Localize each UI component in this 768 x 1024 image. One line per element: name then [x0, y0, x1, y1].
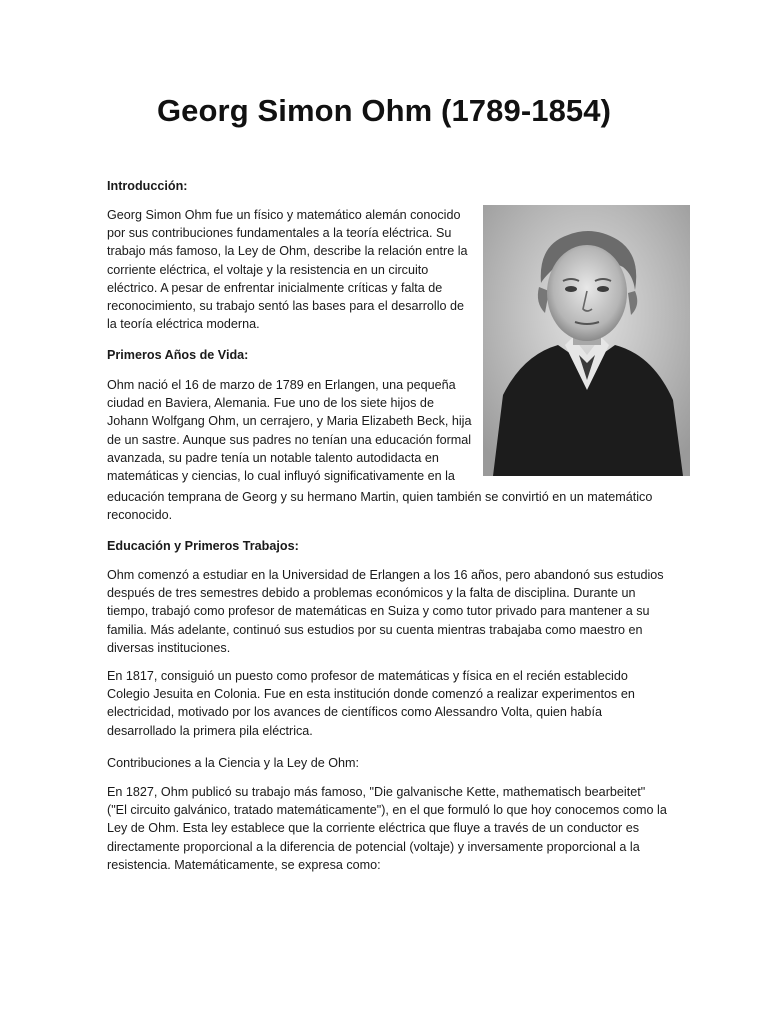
early-paragraph-a: Ohm nació el 16 de marzo de 1789 en Erlangen, una pequeña ciudad en Baviera, Alemania. Fue uno de los siete hijos de Johann Wolfgang Ohm, un cerrajero, y Maria Elizabeth Beck, hija de un sastre. Aunque sus padres no tenían una educación formal avanzada, su padre tenía un notable talento autodidacta en matemáticas y ciencias, lo cual influyó significativamente en la — [107, 378, 472, 484]
intro-paragraph-block — [107, 206, 472, 333]
contrib-paragraph-block — [107, 783, 667, 874]
early-paragraph-a-block — [107, 376, 472, 485]
portrait-image — [483, 205, 690, 476]
section-heading-education: Educación y Primeros Trabajos: — [107, 539, 299, 553]
section-heading-contrib: Contribuciones a la Ciencia y la Ley de Ohm: — [107, 756, 360, 770]
portrait-photo-icon — [483, 205, 690, 476]
early-heading-block — [107, 346, 667, 364]
early-paragraph-b-block — [107, 488, 667, 524]
intro-paragraph: Georg Simon Ohm fue un físico y matemático alemán conocido por sus contribuciones fundamentales a la teoría eléctrica. Su trabajo más famoso, la Ley de Ohm, describe la relación entre la corriente eléctrica, el voltaje y la resistencia en un circuito eléctrico. A pesar de enfrentar inicialmente críticas y falta de reconocimiento, su trabajo sentó las bases para el desarrollo de la teoría eléctrica moderna. — [107, 208, 468, 332]
education-paragraph-2-block — [107, 667, 667, 740]
early-paragraph-b: educación temprana de Georg y su hermano Martin, quien también se convirtió en un matemático reconocido. — [107, 490, 653, 523]
education-paragraph-1: Ohm comenzó a estudiar en la Universidad de Erlangen a los 16 años, pero abandonó sus estudios después de tres semestres debido a problemas económicos y la falta de disciplina. Durante un tiempo, trabajó como profesor de matemáticas en Suiza y como tutor privado para mantener a su familia. Más adelante, continuó sus estudios por su cuenta mientras trabajaba como maestro en diversas instituciones. — [107, 568, 664, 655]
section-heading-intro: Introducción: — [107, 179, 188, 193]
education-paragraph-2: En 1817, consiguió un puesto como profesor de matemáticas y física en el recién establecido Colegio Jesuita en Colonia. Fue en esta institución donde comenzó a realizar experimentos en electricidad, motivado por los avances de científicos como Alessandro Volta, quien había desarrollado la primera pila eléctrica. — [107, 669, 635, 738]
intro-heading-block — [107, 177, 667, 195]
section-heading-early: Primeros Años de Vida: — [107, 348, 249, 362]
page-title: Georg Simon Ohm (1789-1854) — [156, 93, 612, 128]
contrib-paragraph: En 1827, Ohm publicó su trabajo más famoso, "Die galvanische Kette, mathematisch bearbeitet" ("El circuito galvánico, tratado matemáticamente"), en el que formuló lo que hoy conocemos como la Ley de Ohm. Esta ley establece que la corriente eléctrica que fluye a través de un conductor es directamente proporcional a la diferencia de potencial (voltaje) y inversamente proporcional a la resistencia. Matemáticamente, se expresa como: — [107, 785, 667, 872]
education-heading-block — [107, 537, 667, 555]
contrib-heading-block — [107, 754, 667, 772]
education-paragraph-1-block — [107, 566, 667, 657]
